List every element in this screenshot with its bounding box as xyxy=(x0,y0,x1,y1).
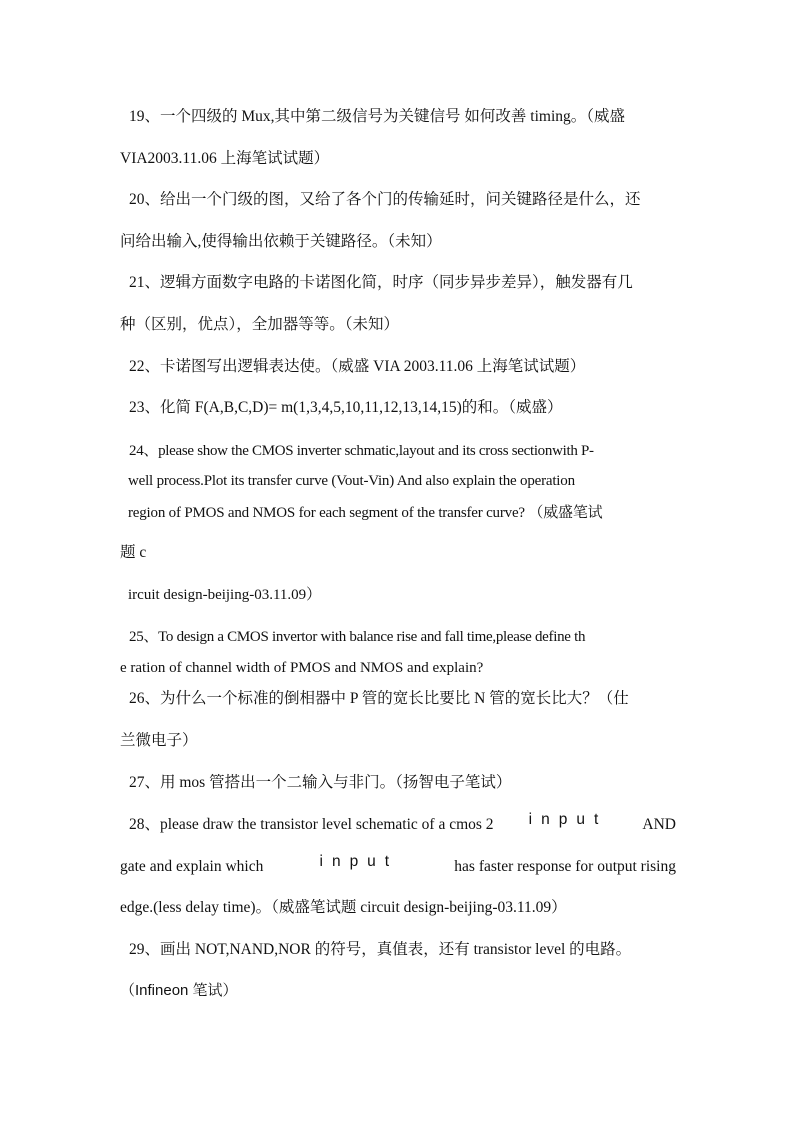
q25-line2: e ration of channel width of PMOS and NMOS and explain? xyxy=(120,660,484,676)
q19-line2: VIA2003.11.06 上海笔试试题） xyxy=(120,150,330,167)
q26-line2: 兰微电子） xyxy=(120,732,198,749)
q25-line1: 25、To design a CMOS invertor with balance rise and fall time,please define th xyxy=(129,629,586,645)
q28-line3: edge.(less delay time)。（威盛笔试题 circuit design-beijing-03.11.09） xyxy=(120,899,567,916)
q20-line1: 20、给出一个门级的图，又给了各个门的传输延时，问关键路径是什么，还 xyxy=(129,191,641,208)
q28-line1-end: AND xyxy=(642,816,676,833)
q21-line1: 21、逻辑方面数字电路的卡诺图化简，时序（同步异步差异），触发器有几 xyxy=(129,274,633,291)
q23-line1: 23、化简 F(A,B,C,D)= m(1,3,4,5,10,11,12,13,14,15)的和。（威盛） xyxy=(129,399,563,416)
q28-line2 xyxy=(120,853,676,878)
q20-line2: 问给出输入,使得输出依赖于关键路径。（未知） xyxy=(120,233,442,250)
q28-line2-end: has faster response for output rising xyxy=(454,858,676,875)
q24-line2: well process.Plot its transfer curve (Vout-Vin) And also explain the operation xyxy=(128,473,575,489)
q28-line2-input: input xyxy=(319,853,399,870)
q29-line2: （Infineon 笔试） xyxy=(120,982,238,999)
q29-line1: 29、画出 NOT,NAND,NOR 的符号，真值表，还有 transistor level 的电路。 xyxy=(129,941,632,958)
q24-line1: 24、please show the CMOS inverter schmatic,layout and its cross sectionwith P- xyxy=(129,443,594,459)
q28-line1-text: 28、please draw the transistor level schematic of a cmos 2 xyxy=(129,816,494,833)
q24-line3: region of PMOS and NMOS for each segment of the transfer curve? （威盛笔试 xyxy=(128,505,603,521)
q27-line1: 27、用 mos 管搭出一个二输入与非门。（扬智电子笔试） xyxy=(129,774,512,791)
q28-line2-text: gate and explain which xyxy=(120,858,264,875)
q26-line1: 26、为什么一个标准的倒相器中 P 管的宽长比要比 N 管的宽长比大？（仕 xyxy=(129,690,629,707)
q24-line4: 题 c xyxy=(120,544,147,561)
q21-line2: 种（区别，优点），全加器等等。（未知） xyxy=(120,316,400,333)
q24-line5: ircuit design-beijing-03.11.09） xyxy=(128,587,322,603)
q19-line1: 19、一个四级的 Mux,其中第二级信号为关键信号 如何改善 timing。（威盛 xyxy=(129,108,626,125)
q22-line1: 22、卡诺图写出逻辑表达使。（威盛 VIA 2003.11.06 上海笔试试题） xyxy=(129,358,586,375)
q28-line1-input: input xyxy=(528,811,608,828)
q28-line1 xyxy=(129,811,676,836)
